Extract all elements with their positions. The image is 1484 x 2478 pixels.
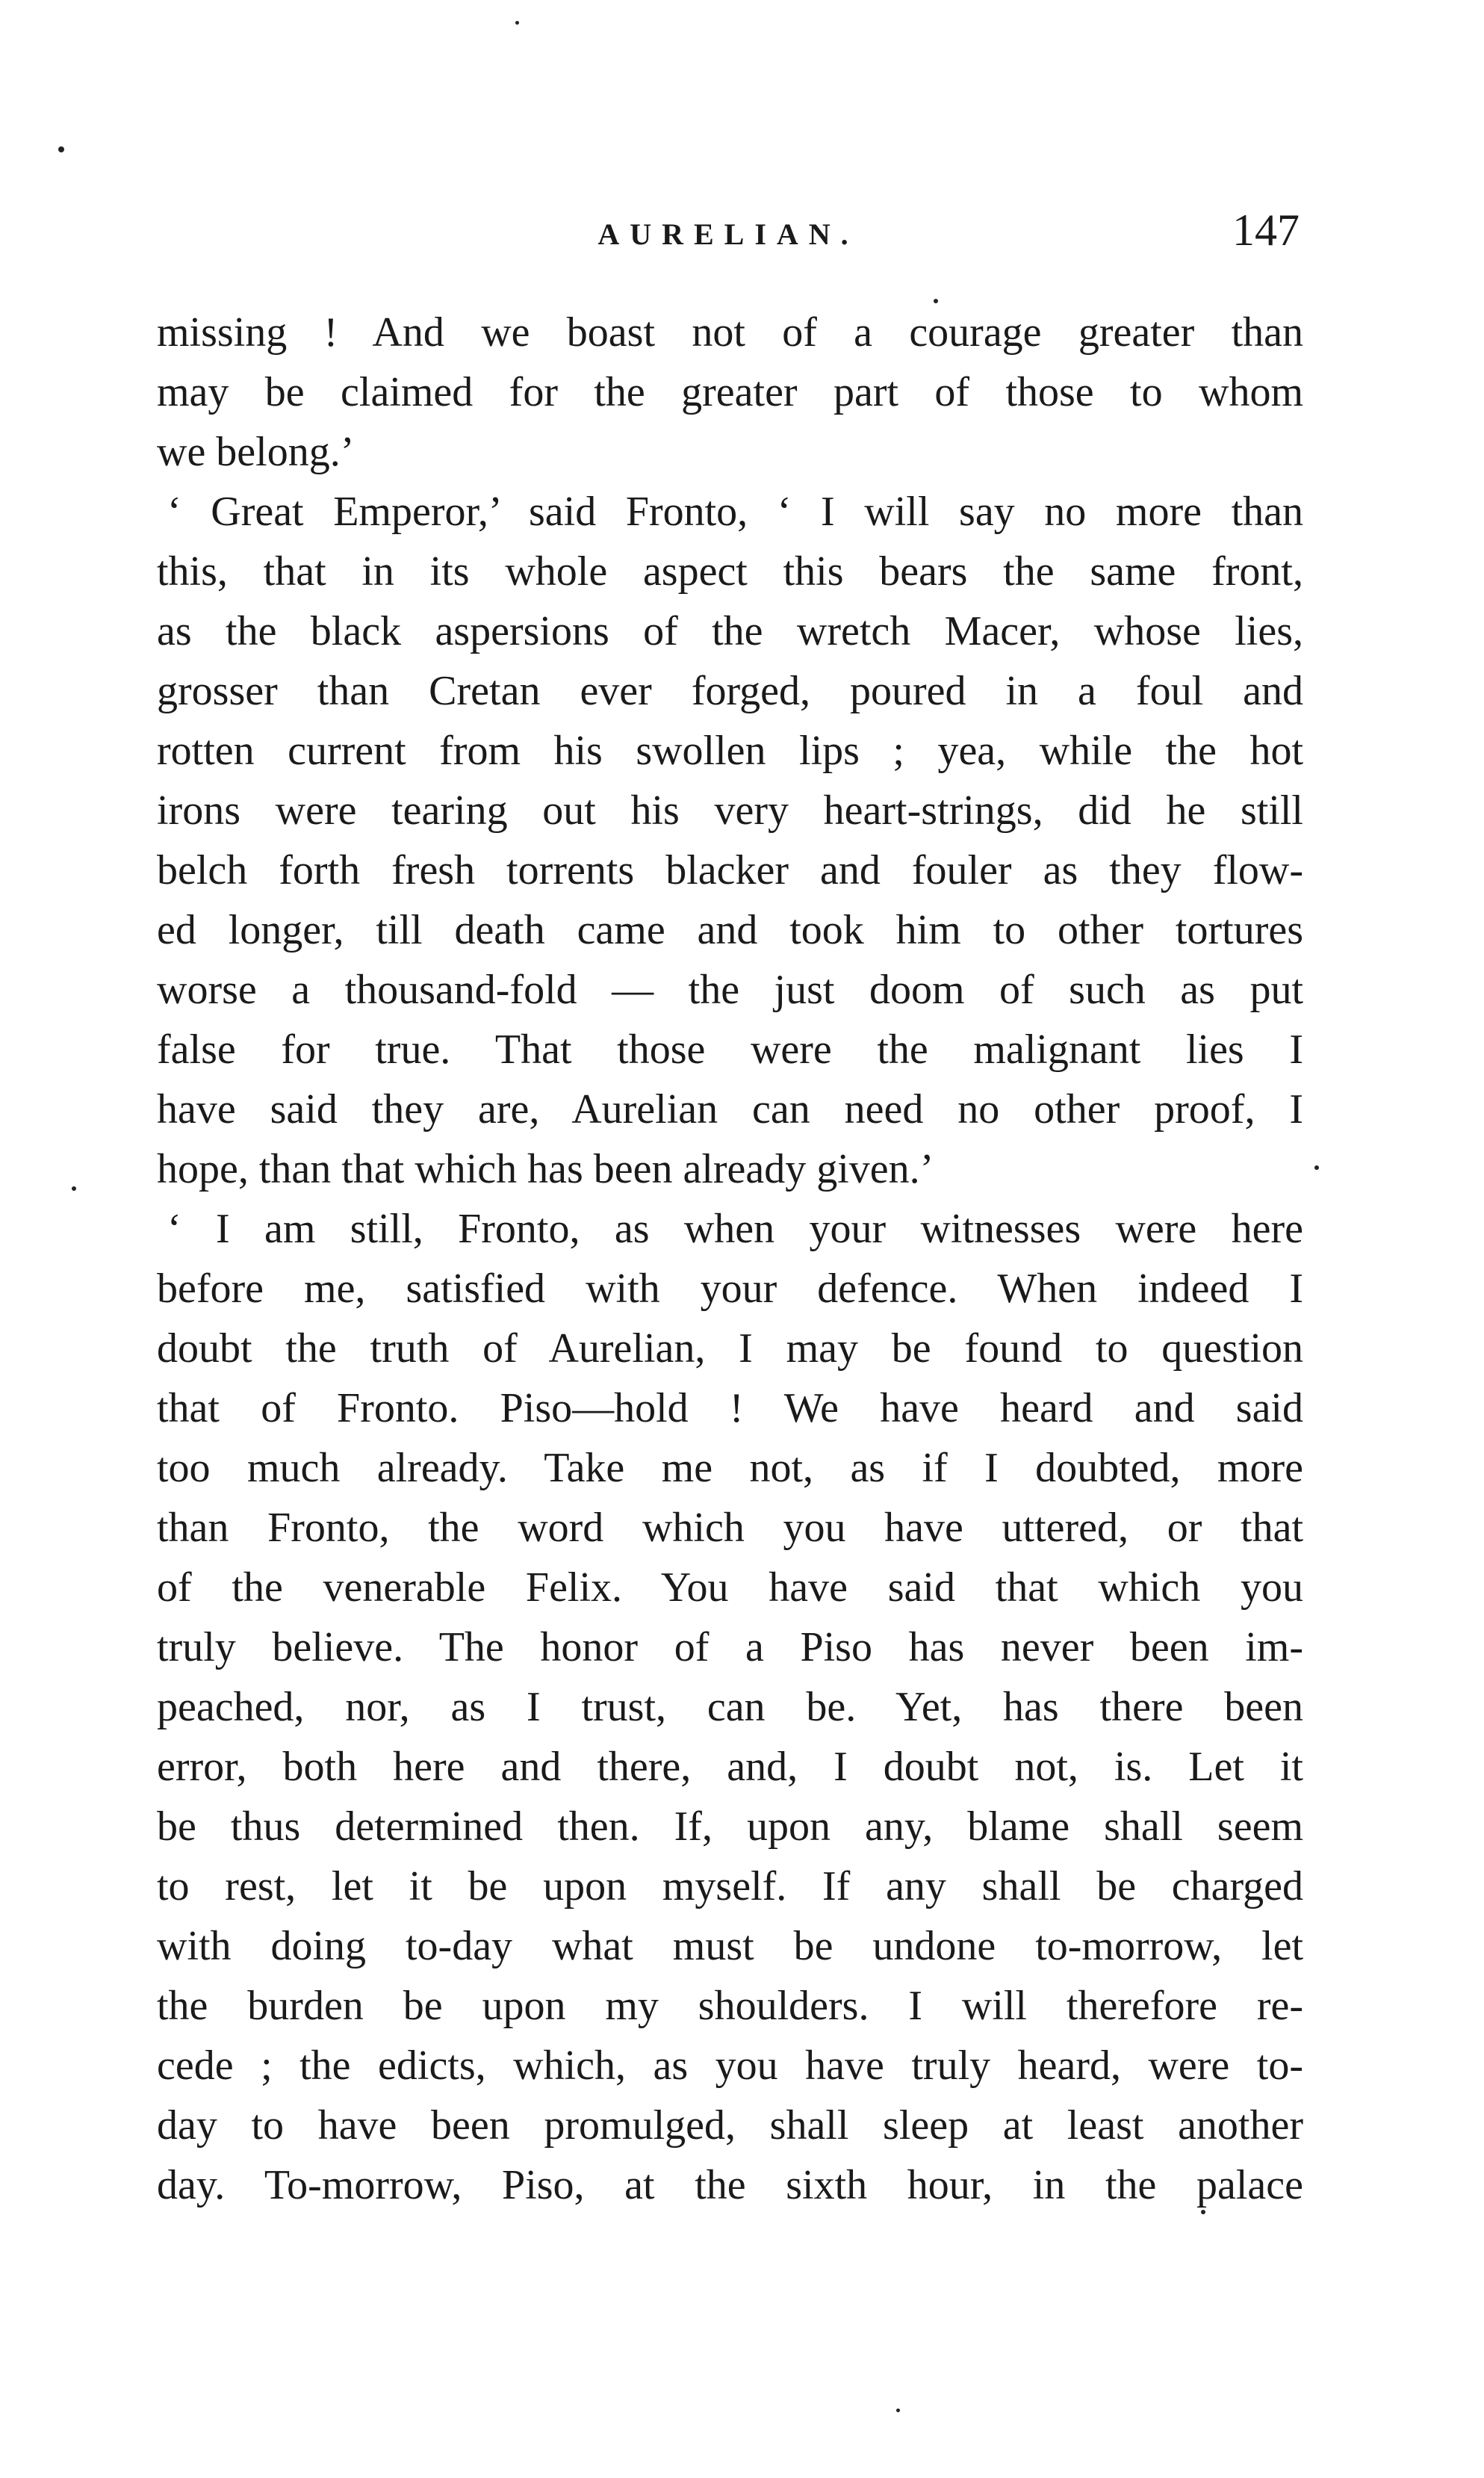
text-line: irons were tearing out his very heart-strings, did he still — [157, 787, 1303, 834]
text-line: grosser than Cretan ever forged, poured in a foul and — [157, 668, 1303, 714]
text-line: rotten current from his swollen lips ; yea, while the hot — [157, 728, 1303, 774]
text-line: with doing to-day what must be undone to-morrow, let — [157, 1923, 1303, 1969]
text-line: peached, nor, as I trust, can be. Yet, has there been — [157, 1684, 1303, 1730]
text-line: of the venerable Felix. You have said that which you — [157, 1564, 1303, 1611]
scan-speck — [934, 299, 938, 303]
text-line: worse a thousand-fold — the just doom of such as put — [157, 967, 1303, 1013]
scan-speck — [1314, 1165, 1319, 1170]
running-title: AURELIAN. — [597, 217, 859, 251]
text-line: this, that in its whole aspect this bears the same front, — [157, 548, 1303, 595]
text-line: may be claimed for the greater part of those to whom — [157, 369, 1303, 415]
running-head — [157, 196, 1300, 263]
scan-speck — [896, 2409, 900, 2412]
text-line: doubt the truth of Aurelian, I may be found to question — [157, 1325, 1303, 1372]
body-text — [157, 303, 1303, 2215]
scan-speck — [58, 146, 64, 152]
text-line: before me, satisfied with your defence. When indeed I — [157, 1266, 1303, 1312]
page-number: 147 — [1232, 205, 1300, 255]
text-line: we belong.’ — [157, 429, 355, 475]
text-line: have said they are, Aurelian can need no other proof, I — [157, 1086, 1303, 1133]
text-line: as the black aspersions of the wretch Macer, whose lies, — [157, 608, 1303, 654]
text-line: that of Fronto. Piso—hold ! We have heard and said — [157, 1385, 1303, 1431]
text-line: truly believe. The honor of a Piso has never been im- — [157, 1624, 1303, 1670]
text-line: to rest, let it be upon myself. If any shall be charged — [157, 1863, 1303, 1909]
text-line: day to have been promulged, shall sleep at least another — [157, 2102, 1303, 2149]
text-line: than Fronto, the word which you have uttered, or that — [157, 1505, 1303, 1551]
text-line: error, both here and there, and, I doubt not, is. Let it — [157, 1744, 1303, 1790]
scan-speck — [72, 1186, 76, 1191]
text-line: missing ! And we boast not of a courage greater than — [157, 309, 1303, 356]
text-line: belch forth fresh torrents blacker and fouler as they flow- — [157, 847, 1303, 893]
text-line: ‘ I am still, Fronto, as when your witnesses were here — [167, 1206, 1303, 1252]
text-line: ed longer, till death came and took him to other tortures — [157, 907, 1303, 953]
text-line: the burden be upon my shoulders. I will therefore re- — [157, 1983, 1303, 2029]
text-line: false for true. That those were the malignant lies I — [157, 1026, 1303, 1073]
text-line: ‘ Great Emperor,’ said Fronto, ‘ I will say no more than — [167, 489, 1303, 535]
text-line: be thus determined then. If, upon any, blame shall seem — [157, 1803, 1303, 1850]
text-line: hope, than that which has been already given.’ — [157, 1146, 934, 1192]
text-line: too much already. Take me not, as if I doubted, more — [157, 1445, 1303, 1491]
scan-speck — [1201, 2210, 1205, 2214]
text-line: cede ; the edicts, which, as you have truly heard, were to- — [157, 2042, 1303, 2089]
text-line: day. To-morrow, Piso, at the sixth hour, in the palace — [157, 2162, 1303, 2208]
scan-speck — [515, 21, 519, 25]
